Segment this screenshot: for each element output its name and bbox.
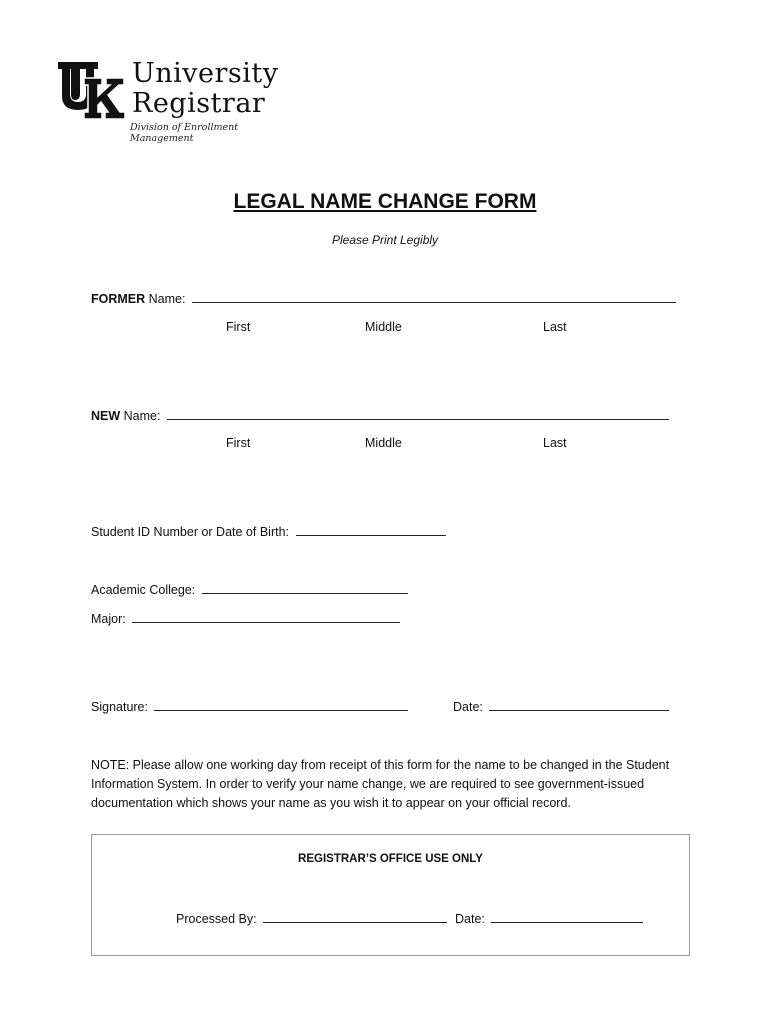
former-last-caption: Last <box>543 320 567 334</box>
college-field[interactable] <box>202 581 408 594</box>
logo-registrar-text: Registrar <box>132 88 266 119</box>
new-name-row <box>91 407 669 423</box>
university-registrar-logo <box>58 58 298 144</box>
signature-field[interactable] <box>154 698 408 711</box>
signature-row <box>91 698 408 714</box>
major-field[interactable] <box>132 610 400 623</box>
processed-by-row <box>176 910 447 926</box>
office-date-label: Date: <box>455 912 485 926</box>
major-row <box>91 610 400 626</box>
processed-by-field[interactable] <box>263 910 447 923</box>
new-name-field[interactable] <box>167 407 669 420</box>
office-date-field[interactable] <box>491 910 643 923</box>
office-use-box <box>91 834 690 956</box>
processed-by-label: Processed By: <box>176 912 257 926</box>
former-name-field[interactable] <box>192 290 676 303</box>
logo-university-text: University <box>132 58 279 89</box>
former-name-row <box>91 290 676 306</box>
new-middle-caption: Middle <box>365 436 402 450</box>
former-label-bold: FORMER <box>91 292 146 306</box>
new-label-rest: Name: <box>123 409 161 423</box>
former-middle-caption: Middle <box>365 320 402 334</box>
new-first-caption: First <box>226 436 251 450</box>
form-subtitle: Please Print Legibly <box>331 233 439 247</box>
student-id-label: Student ID Number or Date of Birth: <box>91 525 290 539</box>
new-label-bold: NEW <box>91 409 121 423</box>
college-label: Academic College: <box>91 583 196 597</box>
new-last-caption: Last <box>543 436 567 450</box>
former-label-rest: Name: <box>148 292 186 306</box>
uk-logo-mark-icon <box>58 60 126 120</box>
date-row <box>453 698 669 714</box>
office-date-row <box>455 910 643 926</box>
form-title: LEGAL NAME CHANGE FORM <box>233 190 537 213</box>
college-row <box>91 581 408 597</box>
major-label: Major: <box>91 612 126 626</box>
date-label: Date: <box>453 700 483 714</box>
former-first-caption: First <box>226 320 251 334</box>
date-field[interactable] <box>489 698 669 711</box>
logo-division-text: Division of Enrollment Management <box>130 122 239 144</box>
student-id-field[interactable] <box>296 523 446 536</box>
note-paragraph: NOTE: Please allow one working day from receipt of this form for the name to be changed in the Student Information System. In order to verify your name change, we are required to see government-issued documentation which shows your name as you wish it to appear on your official record. <box>91 758 670 810</box>
student-id-row <box>91 523 446 539</box>
office-use-title: REGISTRAR’S OFFICE USE ONLY <box>298 853 483 865</box>
signature-label: Signature: <box>91 700 148 714</box>
